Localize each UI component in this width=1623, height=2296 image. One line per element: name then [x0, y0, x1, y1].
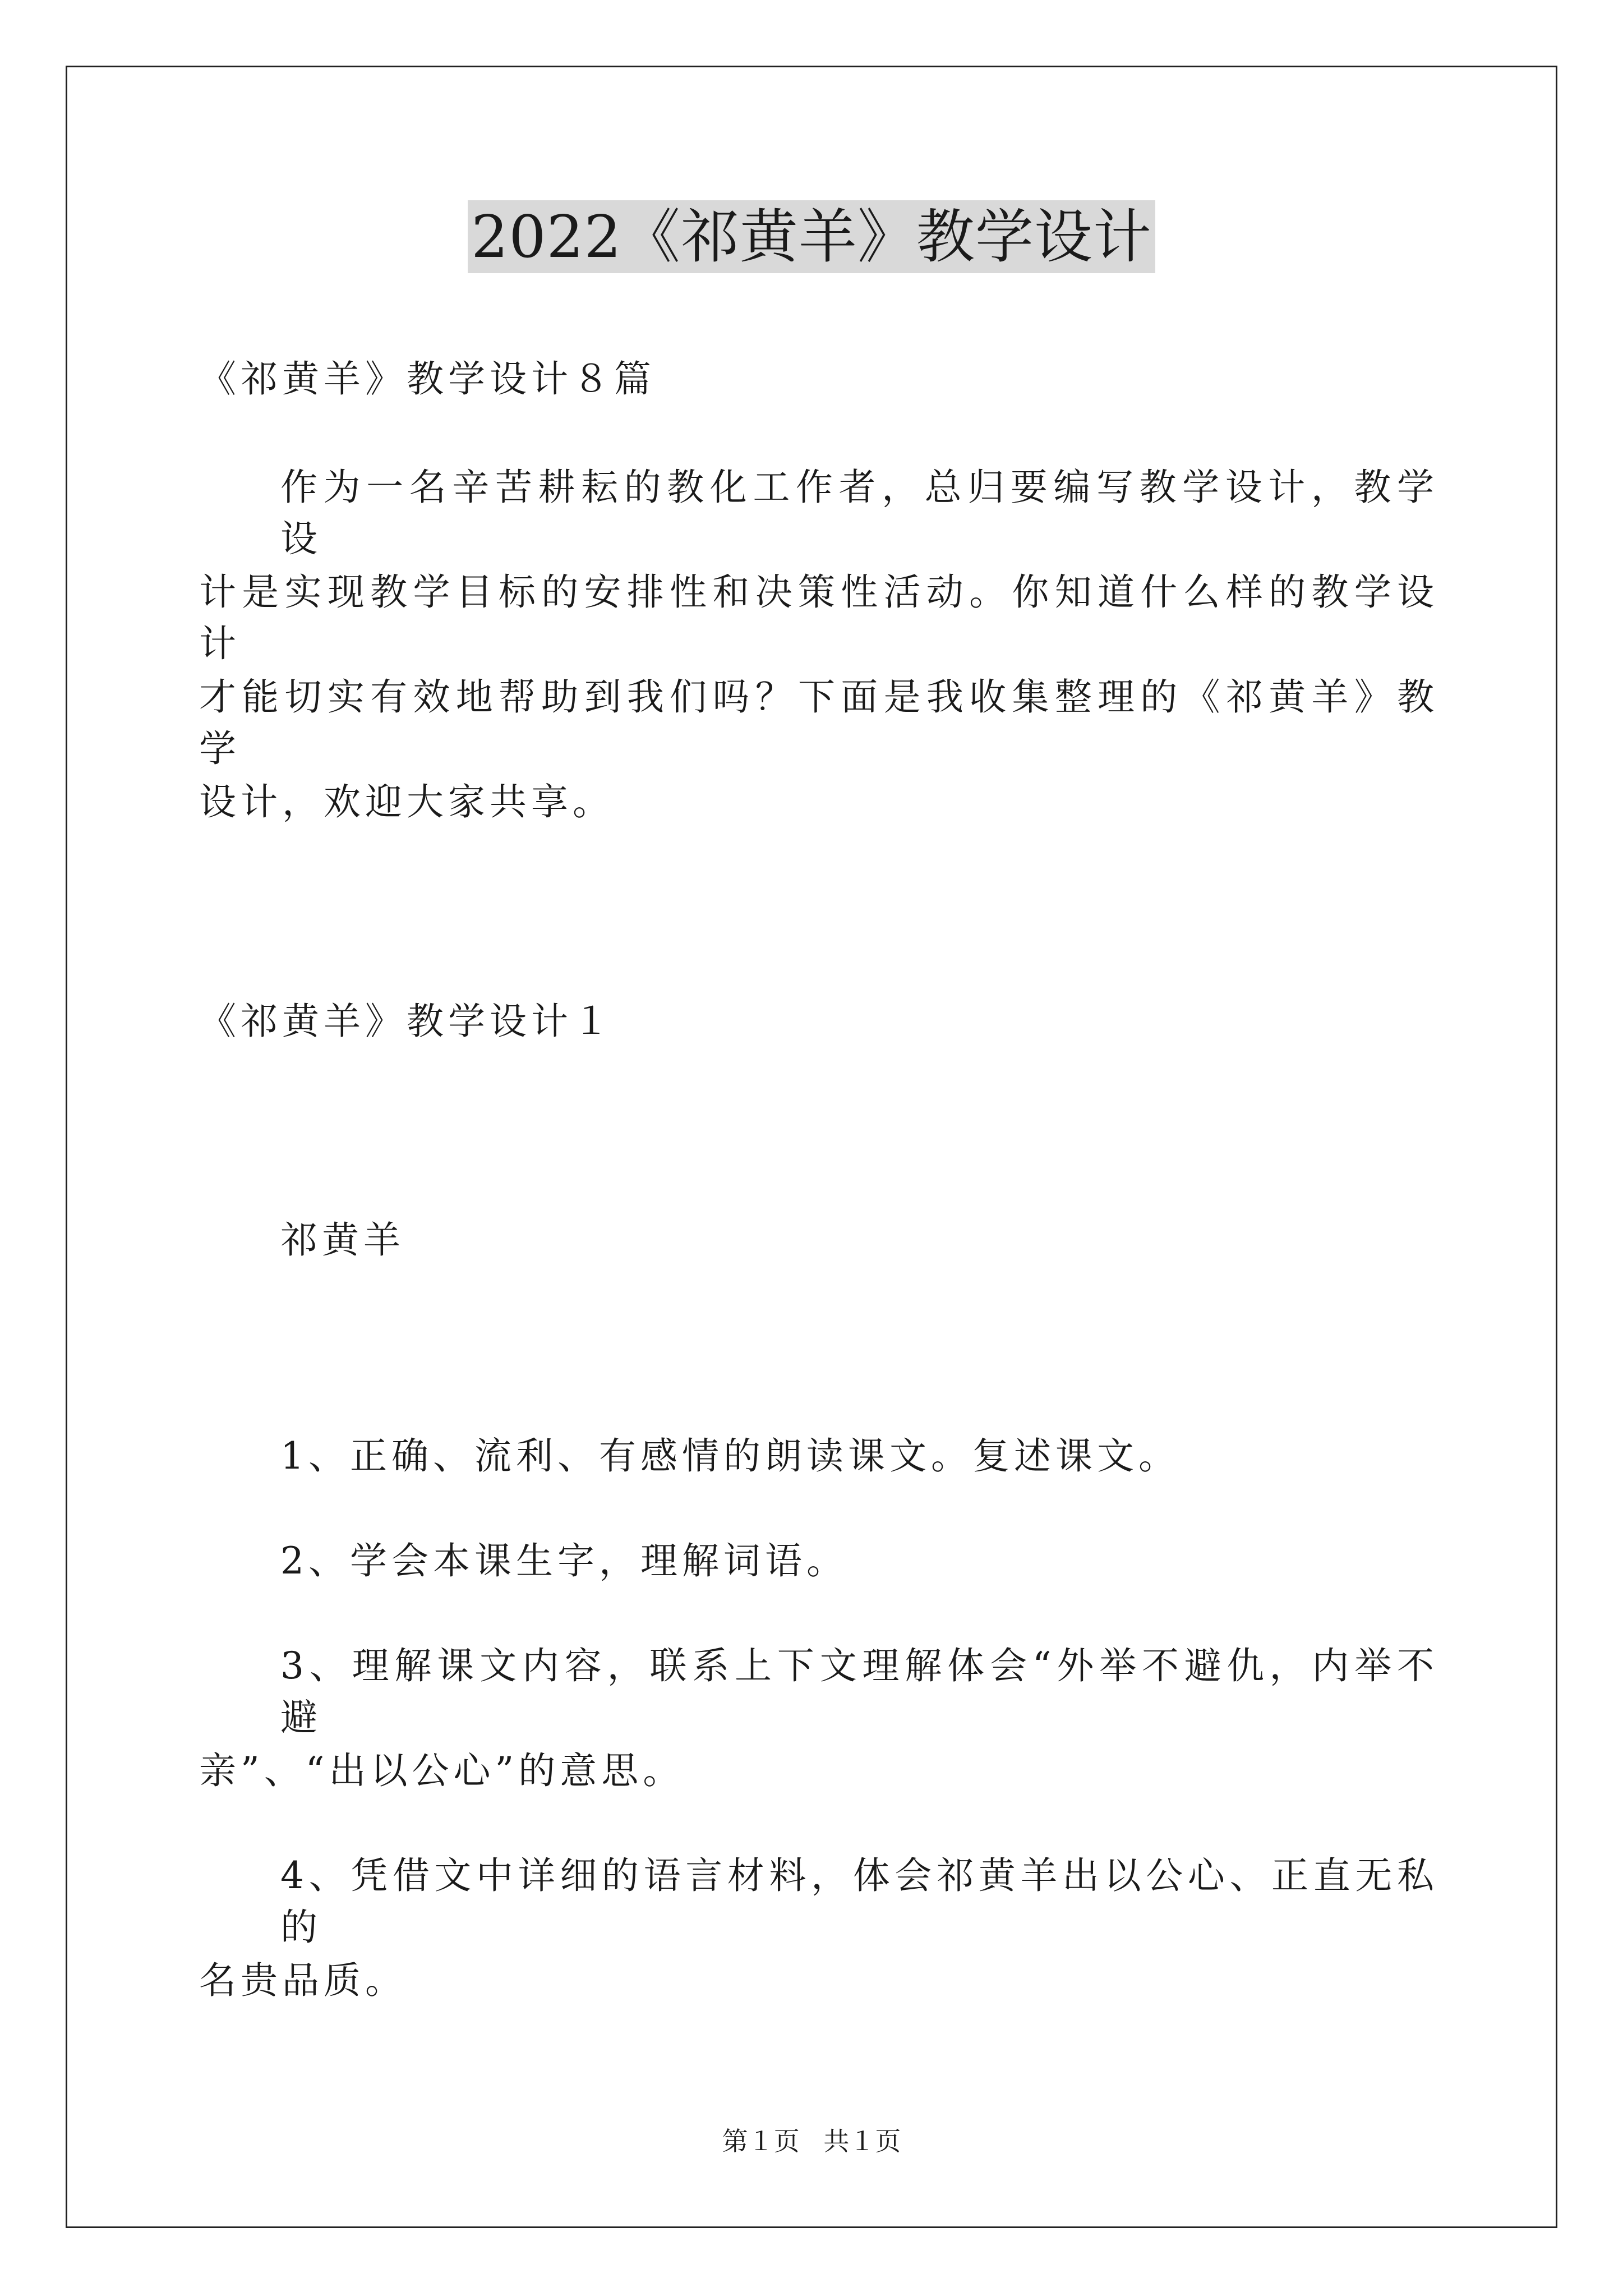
intro-line-3: 才能切实有效地帮助到我们吗？下面是我收集整理的《祁黄羊》教学: [199, 675, 1438, 770]
document-subtitle: 《祁黄羊》教学设计８篇: [199, 357, 656, 401]
document-title: 2022《祁黄羊》教学设计: [468, 200, 1155, 273]
lesson-title: 祁黄羊: [280, 1218, 405, 1262]
page-footer: [0, 2124, 1623, 2158]
intro-line-2: 计是实现教学目标的安排性和决策性活动。你知道什么样的教学设计: [199, 570, 1438, 665]
intro-line-1: 作为一名辛苦耕耘的教化工作者，总归要编写教学设计，教学设: [280, 466, 1438, 560]
goal-item-3-line-2: 亲”、“出以公心”的意思。: [199, 1749, 685, 1792]
goal-item-1: 1、正确、流利、有感情的朗读课文。复述课文。: [280, 1434, 1180, 1478]
goal-item-4-line-1: 4、凭借文中详细的语言材料，体会祁黄羊出以公心、正直无私的: [280, 1854, 1438, 1949]
page-number-total: 共１页: [823, 2126, 901, 2156]
title-container: [0, 200, 1623, 273]
goal-item-4-line-2: 名贵品质。: [199, 1959, 407, 2002]
intro-line-4: 设计，欢迎大家共享。: [199, 780, 614, 823]
goal-item-3-line-1: 3、理解课文内容，联系上下文理解体会“外举不避仇，内举不避: [280, 1644, 1438, 1739]
goal-item-2: 2、学会本课生字，理解词语。: [280, 1539, 848, 1582]
page-number-current: 第１页: [722, 2126, 800, 2156]
section-heading: 《祁黄羊》教学设计１: [199, 1000, 614, 1043]
